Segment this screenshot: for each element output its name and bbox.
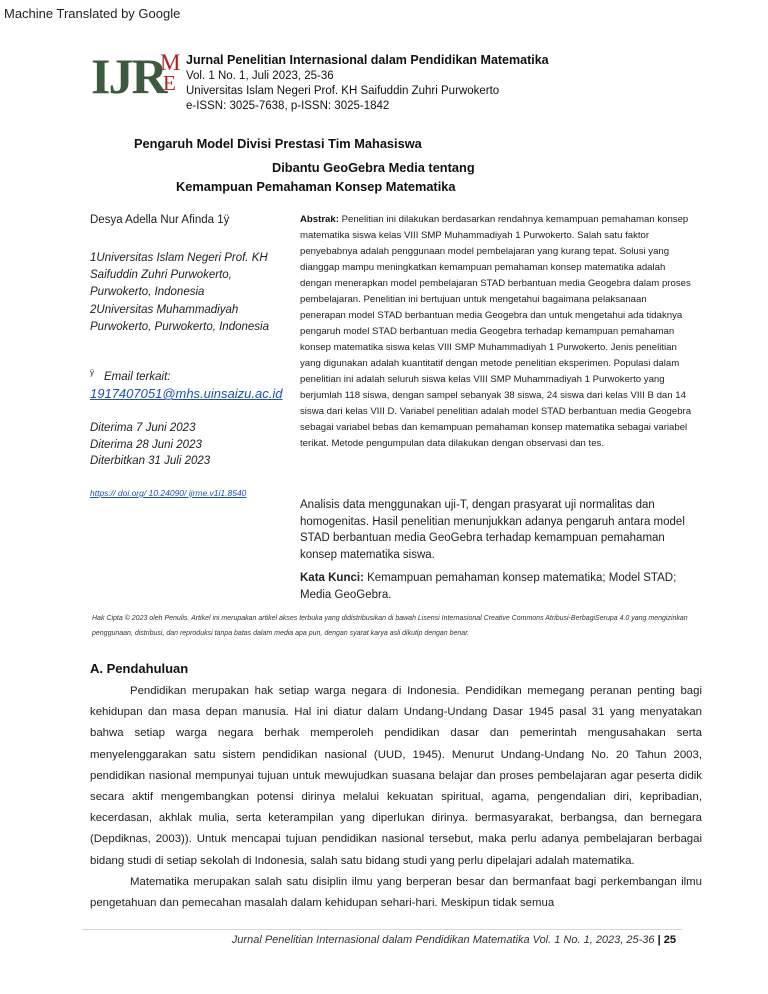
- abstract-text: Penelitian ini dilakukan berdasarkan rendahnya kemampuan pemahaman konsep matematika siswa kelas VIII SMP Muhammadiyah 1 Purwokerto. Salah satu faktor penyebabnya adalah penggunaan model pembelajaran yang kurang tepat. Solusi yang dianggap mampu meningkatkan kemampuan pemahaman konsep matematika adalah dengan menerapkan model pembelajaran STAD berbantuan media Geogebra dalam proses pembelajaran. Penelitian ini bertujuan untuk mengetahui bagaimana pelaksanaan penerapan model STAD berbantuan media Geogebra dan untuk mengetahui ada tidaknya pengaruh model STAD berbantuan media Geogebra terhadap kemampuan pemahaman konsep matematika siswa kelas VIII SMP Muhammadiyah 1 Purwokerto. Jenis penelitian yang digunakan adalah kuantitatif dengan metode penelitian eksperimen. Populasi dalam penelitian ini adalah seluruh siswa kelas VIII SMP Muhammadiyah 1 Purwokerto yang berjumlah 118 siswa, dengan sampel sebanyak 38 siswa, 24 siswa dari kelas VIII B dan 14 siswa dari kelas VIII D. Variabel penelitian adalah model STAD berbantuan media Geogebra sebagai variabel bebas dan kemampuan pemahaman konsep matematika sebagai variabel terikat. Metode pengumpulan data dilakukan dengan observasi dan tes.: [300, 214, 692, 449]
- abstract-label: Abstrak:: [300, 214, 339, 225]
- correspondence-email-link[interactable]: 1917407051@mhs.uinsaizu.ac.id: [90, 386, 283, 401]
- keywords-block: [300, 570, 695, 604]
- logo-main-text: IJR: [91, 48, 166, 104]
- footer-journal-text: Jurnal Penelitian Internasional dalam Pendidikan Matematika Vol. 1 No. 1, 2023, 25-36: [231, 934, 655, 946]
- doi-link[interactable]: https:// doi.org/ 10.24090/ ijrme.v1i1.8540: [90, 488, 247, 498]
- copyright-notice: Hak Cipta © 2023 oleh Penulis. Artikel ini merupakan artikel akses terbuka yang didistribusikan di bawah Lisensi Internasional Creative Commons Atribusi-BerbagiSerupa 4.0 yang mengizinkan penggunaan, distribusi, dan reproduksi tanpa batas dalam media apa pun, dengan syarat karya asli dikutip dengan benar.: [92, 615, 688, 637]
- page-footer: [80, 934, 676, 946]
- journal-volume: Vol. 1 No. 1, Juli 2023, 25-36: [186, 70, 334, 82]
- date-revised: Diterima 28 Juni 2023: [90, 438, 202, 451]
- journal-logo: [91, 50, 186, 102]
- abstract-continuation: Analisis data menggunakan uji-T, dengan prasyarat uji normalitas dan homogenitas. Hasil penelitian menunjukkan adanya pengaruh antara model STAD berbantuan media GeoGebra terhadap kemampuan pemahaman konsep matematika siswa.: [300, 499, 685, 561]
- logo-sub-letter: E: [163, 71, 176, 95]
- correspondence-label-text: Email terkait:: [104, 370, 171, 383]
- body-paragraph: Matematika merupakan salah satu disiplin ilmu yang berperan besar dan bermanfaat bagi perkembangan ilmu pengetahuan dan pemecahan masalah dalam kehidupan sehari-hari. Meskipun tidak semua: [90, 875, 702, 910]
- footer-separator: |: [654, 934, 664, 946]
- machine-translation-banner: Machine Translated by Google: [4, 6, 181, 21]
- journal-header: [186, 53, 549, 114]
- affiliation-2: 2Universitas Muhammadiyah Purwokerto, Purwokerto, Indonesia: [90, 304, 269, 333]
- paper-title-line-2: Dibantu GeoGebra Media tentang: [272, 160, 475, 175]
- logo-sup-letter: M: [160, 50, 181, 75]
- article-dates: [90, 420, 210, 470]
- footer-divider: [82, 929, 682, 930]
- paper-title-line-1: Pengaruh Model Divisi Prestasi Tim Mahasiswa: [134, 136, 422, 151]
- abstract-block: [300, 212, 695, 452]
- correspondence-label: [90, 368, 170, 383]
- date-published: Diterbitkan 31 Juli 2023: [90, 455, 211, 467]
- affiliation-1: 1Universitas Islam Negeri Prof. KH Saifuddin Zuhri Purwokerto, Purwokerto, Indonesia: [90, 252, 268, 298]
- date-received: Diterima 7 Juni 2023: [90, 422, 196, 434]
- correspondence-marker: ÿ: [90, 368, 94, 377]
- author-name: Desya Adella Nur Afinda 1ÿ: [90, 214, 230, 226]
- section-body: [90, 681, 702, 914]
- keywords-label: Kata Kunci:: [300, 572, 364, 584]
- page-number: 25: [663, 934, 676, 946]
- body-paragraph: Pendidikan merupakan hak setiap warga negara di Indonesia. Pendidikan memegang peranan penting bagi kehidupan dan masa depan manusia. Hal ini diatur dalam Undang-Undang Dasar 1945 pasal 31 yang menyatakan bahwa setiap warga negara berhak memperoleh pendidikan dasar dan pemerintah mengusahakan serta menyelenggarakan satu sistem pendidikan nasional (UUD, 1945). Menurut Undang-Undang No. 20 Tahun 2003, pendidikan nasional mempunyai tujuan untuk mewujudkan suasana belajar dan proses pembelajaran agar peserta didik secara aktif mengembangkan potensi dirinya melalui kekuatan spiritual, agama, pengendalian diri, kepribadian, kecerdasan, akhlak mulia, serta keterampilan yang diperlukan dirinya. bermasyarakat, berbangsa, dan bernegara (Depdiknas, 2003)). Untuk mencapai tujuan pendidikan nasional tersebut, maka perlu adanya pembelajaran berbagai bidang studi di setiap sekolah di Indonesia, salah satu bidang studi yang perlu dipelajari adalah matematika.: [90, 685, 702, 867]
- journal-publisher: Universitas Islam Negeri Prof. KH Saifuddin Zuhri Purwokerto: [186, 85, 500, 97]
- journal-issn: e-ISSN: 3025-7638, p-ISSN: 3025-1842: [186, 100, 390, 112]
- section-heading: A. Pendahuluan: [90, 661, 189, 676]
- paper-title-line-3: Kemampuan Pemahaman Konsep Matematika: [176, 179, 456, 194]
- keywords-text: Kemampuan pemahaman konsep matematika; Model STAD; Media GeoGebra.: [300, 572, 677, 601]
- journal-title: Jurnal Penelitian Internasional dalam Pendidikan Matematika: [186, 53, 549, 67]
